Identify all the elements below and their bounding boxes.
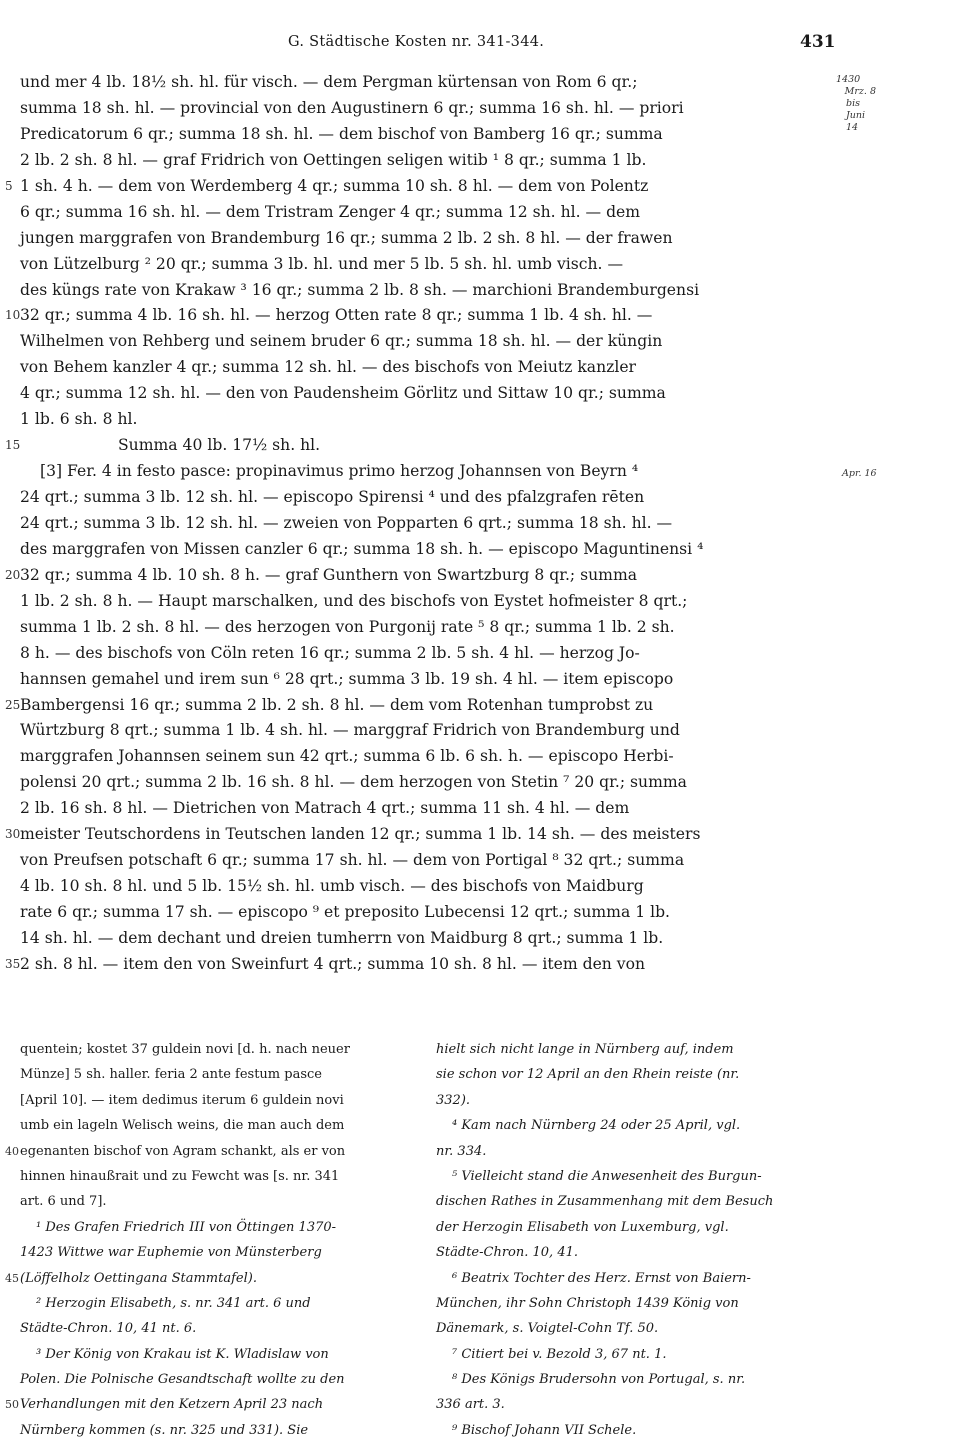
text-line xyxy=(0,278,960,304)
line-text: Dänemark, s. Voigtel-Cohn Tf. 50. xyxy=(436,1321,659,1337)
margin-date-line: bis xyxy=(846,98,860,109)
line-text: hielt sich nicht lange in Nürnberg auf, indem xyxy=(436,1042,734,1057)
text-line xyxy=(0,96,960,122)
text-line xyxy=(0,1266,420,1291)
text-line xyxy=(0,1189,420,1214)
text-line xyxy=(0,693,960,719)
text-line xyxy=(0,1418,420,1443)
line-text: und mer 4 lb. 18½ sh. hl. für visch. — dem Pergman kürtensan von Rom 6 qr.; xyxy=(20,73,638,91)
text-line xyxy=(436,1037,846,1062)
text-line xyxy=(0,718,960,744)
line-text: 2 lb. 2 sh. 8 hl. — graf Fridrich von Oettingen seligen witib ¹ 8 qr.; summa 1 lb. xyxy=(20,150,647,169)
line-text: umb ein lageln Welisch weins, die man auch dem xyxy=(20,1118,345,1134)
text-line xyxy=(0,796,960,822)
line-text: 336 art. 3. xyxy=(436,1397,505,1413)
text-line xyxy=(0,174,960,200)
text-line xyxy=(436,1342,846,1367)
line-text: sie schon vor 12 April an den Rhein reiste (nr. xyxy=(436,1067,740,1083)
page-header xyxy=(0,34,960,58)
text-line xyxy=(0,1316,420,1341)
text-line xyxy=(0,1392,420,1417)
line-text: 6 qr.; summa 16 sh. hl. — dem Tristram Zenger 4 qr.; summa 12 sh. hl. — dem xyxy=(20,202,641,221)
text-line xyxy=(0,874,960,900)
line-text: summa 1 lb. 2 sh. 8 hl. — des herzogen von Purgonij rate ⁵ 8 qr.; summa 1 lb. 2 sh. xyxy=(20,617,675,636)
line-text: Bambergensi 16 qr.; summa 2 lb. 2 sh. 8 hl. — dem vom Rotenhan tumprobst zu xyxy=(20,695,654,714)
line-number: 35 xyxy=(5,956,21,971)
line-text: Würtzburg 8 qrt.; summa 1 lb. 4 sh. hl. — marggraf Fridrich von Brandemburg und xyxy=(20,721,680,740)
line-text: München, ihr Sohn Christoph 1439 König von xyxy=(436,1295,739,1311)
line-text: ⁵ Vielleicht stand die Anwesenheit des Burgun- xyxy=(452,1168,762,1184)
text-line xyxy=(0,1367,420,1392)
text-line xyxy=(0,1342,420,1367)
line-text: polensi 20 qrt.; summa 2 lb. 16 sh. 8 hl. — dem herzogen von Stetin ⁷ 20 qr.; summa xyxy=(20,773,687,792)
text-line xyxy=(0,485,960,511)
text-line xyxy=(0,900,960,926)
line-text: 14 sh. hl. — dem dechant und dreien tumherrn von Maidburg 8 qrt.; summa 1 lb. xyxy=(20,928,664,947)
line-text: marggrafen Johannsen seinem sun 42 qrt.; summa 6 lb. 6 sh. h. — episcopo Herbi- xyxy=(20,747,674,766)
line-text: egenanten bischof von Agram schankt, als er von xyxy=(20,1143,346,1159)
line-number: 45 xyxy=(5,1271,19,1285)
line-text: meister Teutschordens in Teutschen landen 12 qr.; summa 1 lb. 14 sh. — des meisters xyxy=(20,825,701,844)
text-line xyxy=(436,1062,846,1087)
line-text: nr. 334. xyxy=(436,1143,487,1159)
running-head: G. Städtische Kosten nr. 341-344. xyxy=(288,34,545,50)
line-text: von Behem kanzler 4 qr.; summa 12 sh. hl. — des bischofs von Meiutz kanzler xyxy=(20,358,636,377)
line-text: ⁴ Kam nach Nürnberg 24 oder 25 April, vgl. xyxy=(452,1118,741,1134)
line-text: 4 lb. 10 sh. 8 hl. und 5 lb. 15½ sh. hl. umb visch. — des bischofs von Maidburg xyxy=(20,877,644,896)
text-line xyxy=(0,381,960,407)
footnotes xyxy=(0,1037,960,1437)
line-text: Städte-Chron. 10, 41 nt. 6. xyxy=(20,1321,197,1337)
text-line xyxy=(436,1418,846,1443)
line-text: hannsen gemahel und irem sun ⁶ 28 qrt.; summa 3 lb. 19 sh. 4 hl. — item episcopo xyxy=(20,669,674,688)
line-number: 10 xyxy=(5,308,21,323)
line-number: 30 xyxy=(5,827,21,842)
line-text: ⁹ Bischof Johann VII Schele. xyxy=(452,1422,637,1438)
text-line xyxy=(0,1113,420,1138)
main-text xyxy=(0,70,960,978)
line-text: jungen marggrafen von Brandemburg 16 qr.; summa 2 lb. 2 sh. 8 hl. — der frawen xyxy=(20,228,673,247)
line-number: 25 xyxy=(5,697,21,712)
margin-date-2: Apr. 16 xyxy=(842,468,877,479)
footnotes-right-column xyxy=(436,1037,846,1443)
text-line xyxy=(436,1266,846,1291)
line-text: 1 lb. 6 sh. 8 hl. xyxy=(20,410,138,429)
text-line xyxy=(0,303,960,329)
text-line xyxy=(0,1139,420,1164)
line-text: der Herzogin Elisabeth von Luxemburg, vgl. xyxy=(436,1219,729,1235)
text-line xyxy=(0,641,960,667)
line-text: hinnen hinaußrait und zu Fewcht was [s. nr. 341 xyxy=(20,1168,340,1184)
line-text: 2 lb. 16 sh. 8 hl. — Dietrichen von Matrach 4 qrt.; summa 11 sh. 4 hl. — dem xyxy=(20,799,630,818)
margin-date-line: Mrz. 8 xyxy=(844,86,876,97)
line-text: des küngs rate von Krakaw ³ 16 qr.; summa 2 lb. 8 sh. — marchioni Brandemburgensi xyxy=(20,280,700,299)
text-line xyxy=(0,1088,420,1113)
line-text: 1 sh. 4 h. — dem von Werdemberg 4 qr.; summa 10 sh. 8 hl. — dem von Polentz xyxy=(20,176,649,195)
line-text: ¹ Des Grafen Friedrich III von Öttingen 1370- xyxy=(36,1219,337,1235)
line-text: 32 qr.; summa 4 lb. 10 sh. 8 h. — graf Gunthern von Swartzburg 8 qr.; summa xyxy=(20,565,638,584)
line-text: 4 qr.; summa 12 sh. hl. — den von Paudensheim Görlitz und Sittaw 10 qr.; summa xyxy=(20,384,666,403)
text-line xyxy=(0,848,960,874)
footnotes-left-column xyxy=(0,1037,420,1443)
line-text: Summa 40 lb. 17½ sh. hl. xyxy=(118,436,321,455)
text-line xyxy=(436,1088,846,1113)
line-text: quentein; kostet 37 guldein novi [d. h. nach neuer xyxy=(20,1042,350,1057)
text-line xyxy=(436,1164,846,1189)
text-line xyxy=(0,667,960,693)
text-line xyxy=(0,122,960,148)
line-number: 50 xyxy=(5,1398,19,1412)
line-text: Verhandlungen mit den Ketzern April 23 nach xyxy=(20,1397,324,1413)
text-line xyxy=(436,1240,846,1265)
text-line xyxy=(0,70,960,96)
line-number: 20 xyxy=(5,567,21,582)
text-line xyxy=(0,537,960,563)
line-text: 32 qr.; summa 4 lb. 16 sh. hl. — herzog Otten rate 8 qr.; summa 1 lb. 4 sh. hl. — xyxy=(20,306,653,325)
line-text: [3] Fer. 4 in festo pasce: propinavimus primo herzog Johannsen von Beyrn ⁴ xyxy=(40,462,639,481)
line-text: ⁷ Citiert bei v. Bezold 3, 67 nt. 1. xyxy=(452,1346,667,1362)
margin-date-line: Juni 14 xyxy=(846,110,866,133)
text-line xyxy=(0,589,960,615)
text-line xyxy=(436,1392,846,1417)
text-line xyxy=(0,1037,420,1062)
line-text: von Lützelburg ² 20 qr.; summa 3 lb. hl. und mer 5 lb. 5 sh. hl. umb visch. — xyxy=(20,254,624,273)
text-line xyxy=(0,1240,420,1265)
text-line xyxy=(0,926,960,952)
line-text: des marggrafen von Missen canzler 6 qr.; summa 18 sh. h. — episcopo Maguntinensi ⁴ xyxy=(20,539,704,558)
text-line xyxy=(0,615,960,641)
line-text: [April 10]. — item dedimus iterum 6 guldein novi xyxy=(20,1092,344,1108)
line-text: dischen Rathes in Zusammenhang mit dem Besuch xyxy=(436,1194,774,1210)
line-text: rate 6 qr.; summa 17 sh. — episcopo ⁹ et preposito Lubecensi 12 qrt.; summa 1 lb. xyxy=(20,903,671,921)
text-line xyxy=(436,1215,846,1240)
text-line xyxy=(0,200,960,226)
text-line xyxy=(0,459,960,485)
text-line xyxy=(436,1139,846,1164)
text-line xyxy=(0,148,960,174)
page-number: 431 xyxy=(800,32,836,52)
line-number: 40 xyxy=(5,1144,19,1158)
text-line xyxy=(0,511,960,537)
line-text: 1423 Wittwe war Euphemie von Münsterberg xyxy=(20,1245,322,1261)
line-text: ² Herzogin Elisabeth, s. nr. 341 art. 6 und xyxy=(36,1295,311,1311)
line-text: (Löffelholz Oettingana Stammtafel). xyxy=(20,1270,257,1286)
line-text: Predicatorum 6 qr.; summa 18 sh. hl. — dem bischof von Bamberg 16 qr.; summa xyxy=(20,124,663,143)
line-text: Wilhelmen von Rehberg und seinem bruder 6 qr.; summa 18 sh. hl. — der küngin xyxy=(20,332,663,351)
line-text: ⁸ Des Königs Brudersohn von Portugal, s. nr. xyxy=(452,1372,746,1388)
line-text: ⁶ Beatrix Tochter des Herz. Ernst von Baiern- xyxy=(452,1270,751,1286)
line-number: 15 xyxy=(5,438,21,453)
text-line xyxy=(0,1062,420,1087)
text-line xyxy=(0,563,960,589)
line-text: Städte-Chron. 10, 41. xyxy=(436,1245,578,1261)
text-line xyxy=(436,1291,846,1316)
text-line xyxy=(0,1291,420,1316)
line-text: Nürnberg kommen (s. nr. 325 und 331). Sie xyxy=(20,1422,309,1438)
text-line xyxy=(0,329,960,355)
line-text: 1 lb. 2 sh. 8 h. — Haupt marschalken, und des bischofs von Eystet hofmeister 8 qrt.; xyxy=(20,591,688,610)
line-text: Polen. Die Polnische Gesandtschaft wollte zu den xyxy=(20,1372,345,1388)
line-text: 24 qrt.; summa 3 lb. 12 sh. hl. — episcopo Spirensi ⁴ und des pfalzgrafen rēten xyxy=(20,488,645,506)
text-line xyxy=(0,1164,420,1189)
line-text: von Preufsen potschaft 6 qr.; summa 17 sh. hl. — dem von Portigal ⁸ 32 qrt.; summa xyxy=(20,851,685,870)
line-text: 24 qrt.; summa 3 lb. 12 sh. hl. — zweien von Popparten 6 qrt.; summa 18 sh. hl. — xyxy=(20,513,673,532)
text-line xyxy=(436,1113,846,1138)
text-line xyxy=(436,1316,846,1341)
text-line xyxy=(436,1367,846,1392)
line-text: ³ Der König von Krakau ist K. Wladislaw von xyxy=(36,1346,329,1362)
line-text: 332). xyxy=(436,1092,471,1108)
text-line xyxy=(436,1189,846,1214)
margin-date-line: 1430 xyxy=(836,74,861,85)
line-text: Münze] 5 sh. haller. feria 2 ante festum pasce xyxy=(20,1067,322,1083)
text-line xyxy=(0,1215,420,1240)
text-line xyxy=(0,744,960,770)
text-line xyxy=(0,407,960,433)
line-number: 5 xyxy=(5,178,13,193)
text-line xyxy=(0,433,960,459)
text-line xyxy=(0,355,960,381)
line-text: art. 6 und 7]. xyxy=(20,1194,107,1210)
text-line xyxy=(0,252,960,278)
text-line xyxy=(0,952,960,978)
line-text: 2 sh. 8 hl. — item den von Sweinfurt 4 qrt.; summa 10 sh. 8 hl. — item den von xyxy=(20,954,646,973)
text-line xyxy=(0,226,960,252)
text-line xyxy=(0,770,960,796)
line-text: 8 h. — des bischofs von Cöln reten 16 qr.; summa 2 lb. 5 sh. 4 hl. — herzog Jo- xyxy=(20,643,640,662)
text-line xyxy=(0,822,960,848)
line-text: summa 18 sh. hl. — provincial von den Augustinern 6 qr.; summa 16 sh. hl. — priori xyxy=(20,98,684,117)
